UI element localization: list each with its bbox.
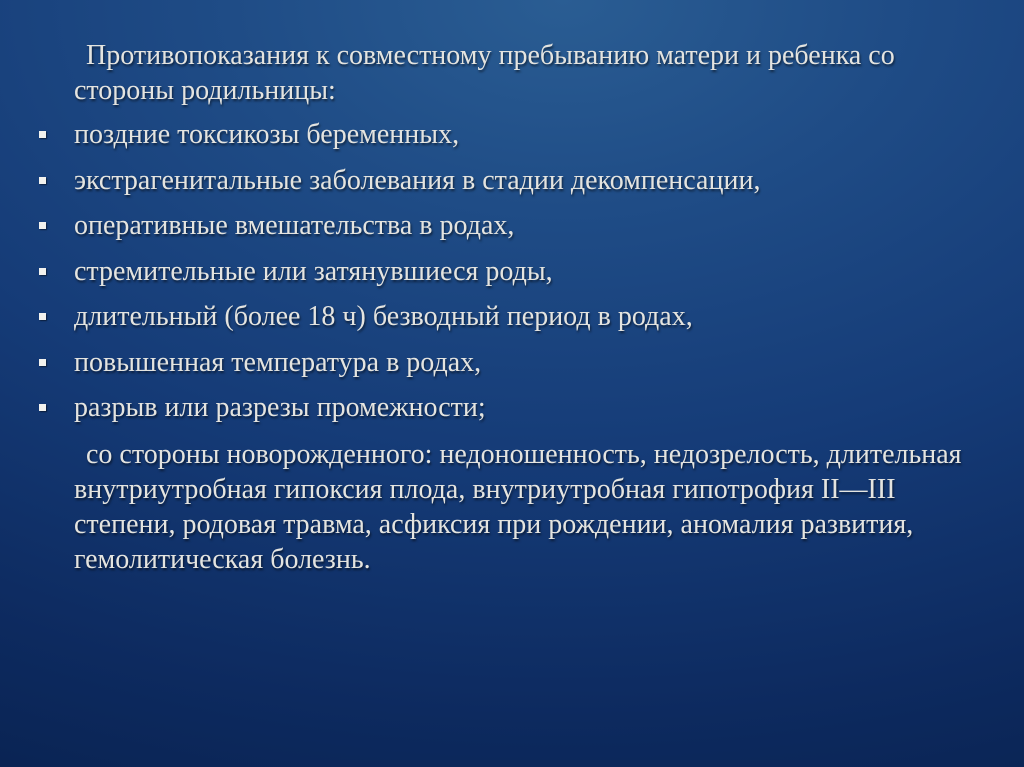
list-item	[0, 112, 1024, 158]
square-bullet-icon	[39, 222, 46, 229]
square-bullet-icon	[39, 313, 46, 320]
square-bullet-icon	[39, 359, 46, 366]
list-item	[0, 385, 1024, 431]
list-item	[0, 158, 1024, 204]
list-item	[0, 294, 1024, 340]
newborn-text: со стороны новорожденного: недоношенность, недозрелость, длительная внутриутробная гипоксия плода, внутриутробная гипотрофия II—III степени, родовая травма, асфиксия при рождении, аномалия развития, гемолитическая болезнь.	[74, 438, 962, 575]
square-bullet-icon	[39, 131, 46, 138]
list-item-text: оперативные вмешательства в родах,	[74, 210, 515, 241]
list-item-text: экстрагенитальные заболевания в стадии декомпенсации,	[74, 164, 761, 196]
list-item	[0, 249, 1024, 295]
square-bullet-icon	[39, 268, 46, 275]
list-item-text: поздние токсикозы беременных,	[74, 119, 460, 150]
square-bullet-icon	[39, 177, 46, 184]
intro-text: Противопоказания к совместному пребыванию матери и ребенка со стороны родильницы:	[74, 40, 895, 106]
list-item-text: длительный (более 18 ч) безводный период в родах,	[74, 301, 693, 332]
intro-paragraph	[74, 38, 994, 108]
slide-content	[0, 38, 1024, 577]
square-bullet-icon	[39, 404, 46, 411]
list-item-text: стремительные или затянувшиеся роды,	[74, 255, 553, 287]
list-item	[0, 203, 1024, 249]
newborn-paragraph	[74, 437, 994, 577]
contraindications-list	[0, 112, 1024, 431]
list-item-text: разрыв или разрезы промежности;	[74, 392, 486, 423]
list-item-text: повышенная температура в родах,	[74, 346, 482, 378]
list-item	[0, 340, 1024, 386]
